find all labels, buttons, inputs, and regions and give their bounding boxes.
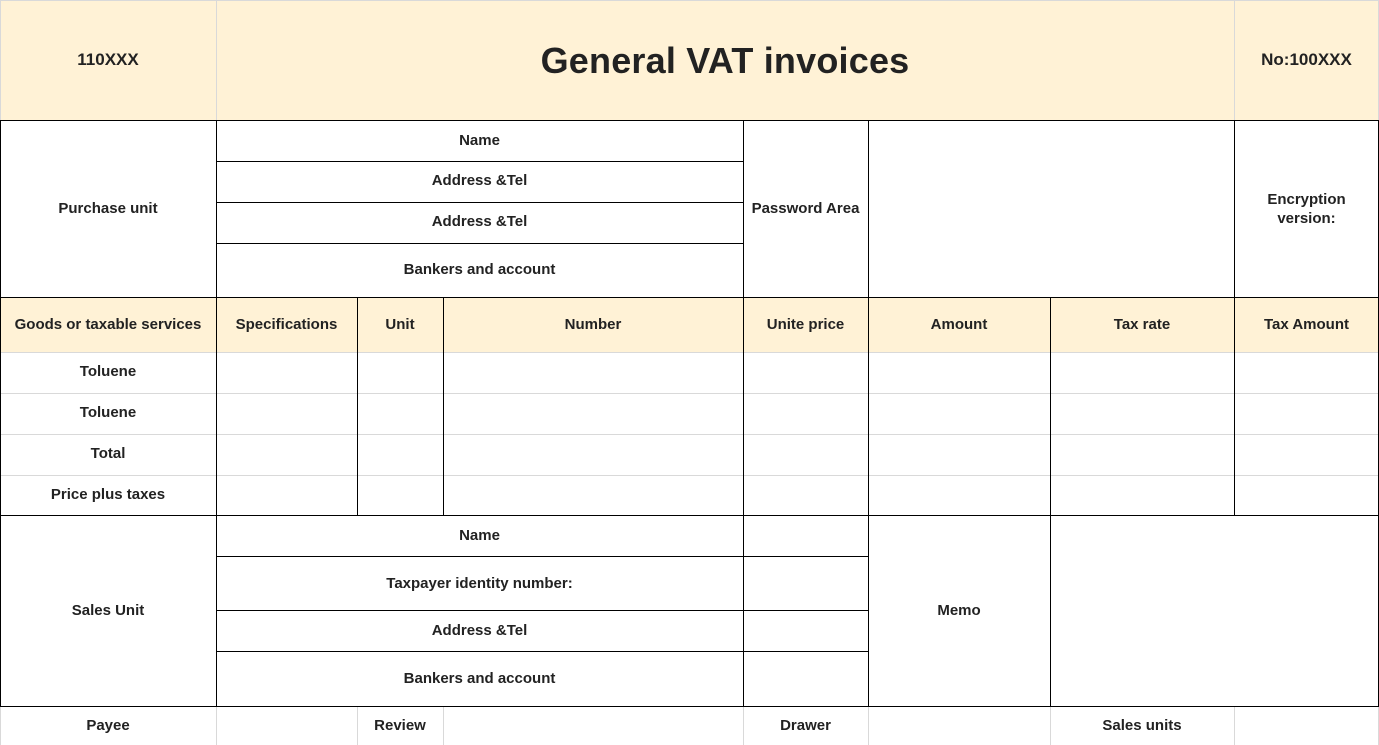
table-border — [216, 556, 868, 557]
invoice-number: No:100XXX — [1261, 50, 1352, 70]
encryption-version-label: Encryption version: — [1267, 190, 1346, 227]
sales-bankers-field: Bankers and account — [403, 670, 556, 688]
goods-row-label: Toluene — [79, 404, 137, 422]
invoice-code: 110XXX — [77, 50, 139, 70]
purchase-bankers-field: Bankers and account — [403, 261, 556, 279]
grid-line — [1234, 0, 1235, 120]
drawer-label: Drawer — [780, 716, 831, 734]
table-border — [0, 120, 1, 298]
sales-address-field: Address &Tel — [431, 622, 528, 640]
col-header-unit: Unit — [385, 315, 415, 333]
table-border — [743, 120, 744, 298]
table-border — [0, 297, 1379, 298]
col-header-specifications: Specifications — [235, 315, 338, 333]
grid-line — [1050, 707, 1051, 745]
table-border — [216, 161, 743, 162]
table-border — [216, 610, 868, 611]
table-border — [868, 297, 869, 516]
grid-line — [1234, 707, 1235, 745]
purchase-unit-label: Purchase unit — [58, 200, 158, 218]
grid-line — [0, 434, 1379, 435]
grid-line — [216, 707, 217, 745]
goods-row-label: Toluene — [79, 363, 137, 381]
table-border — [868, 515, 869, 707]
table-border — [216, 651, 868, 652]
purchase-name-field: Name — [459, 131, 500, 149]
col-header-goods: Goods or taxable services — [14, 315, 202, 333]
password-area-box — [868, 121, 1234, 298]
col-header-unit-price: Unite price — [766, 315, 845, 333]
grid-line — [0, 393, 1379, 394]
grid-line — [0, 475, 1379, 476]
table-border — [443, 297, 444, 516]
price-plus-taxes-label: Price plus taxes — [50, 486, 166, 504]
page-title: General VAT invoices — [540, 39, 910, 81]
grid-line — [0, 0, 1, 120]
sales-units-label: Sales units — [1102, 716, 1182, 734]
table-border — [216, 202, 743, 203]
table-border — [1050, 515, 1051, 707]
table-border — [216, 515, 217, 707]
grid-line — [743, 707, 744, 745]
password-area-label: Password Area — [751, 200, 860, 218]
table-border — [0, 706, 1379, 707]
table-border — [0, 297, 1, 516]
grid-line — [443, 707, 444, 745]
grid-line — [216, 0, 217, 120]
table-border — [216, 297, 217, 516]
table-border — [1234, 297, 1235, 516]
table-border — [0, 515, 1379, 516]
table-border — [0, 515, 1, 707]
table-border — [0, 120, 1379, 121]
sales-name-field: Name — [459, 527, 500, 545]
table-border — [357, 297, 358, 516]
total-row-label: Total — [90, 445, 126, 463]
col-header-amount: Amount — [930, 315, 988, 333]
purchase-address-field-2: Address &Tel — [431, 213, 528, 231]
grid-line — [0, 352, 1379, 353]
table-border — [743, 297, 744, 516]
col-header-tax-rate: Tax rate — [1113, 315, 1171, 333]
grid-line — [868, 707, 869, 745]
sales-taxpayer-id-field: Taxpayer identity number: — [386, 574, 573, 592]
table-border — [216, 243, 743, 244]
table-border — [868, 120, 869, 298]
memo-label: Memo — [937, 602, 981, 620]
table-border — [743, 515, 744, 707]
table-border — [1050, 297, 1051, 516]
col-header-tax-amount: Tax Amount — [1264, 315, 1349, 333]
grid-line — [0, 707, 1, 745]
grid-line — [357, 707, 358, 745]
review-label: Review — [374, 716, 426, 734]
grid-line — [0, 0, 1379, 1]
sales-unit-label: Sales Unit — [71, 602, 145, 620]
payee-label: Payee — [86, 716, 130, 734]
col-header-number: Number — [564, 315, 622, 333]
table-border — [1234, 120, 1235, 298]
purchase-address-field: Address &Tel — [431, 172, 528, 190]
table-border — [216, 120, 217, 298]
